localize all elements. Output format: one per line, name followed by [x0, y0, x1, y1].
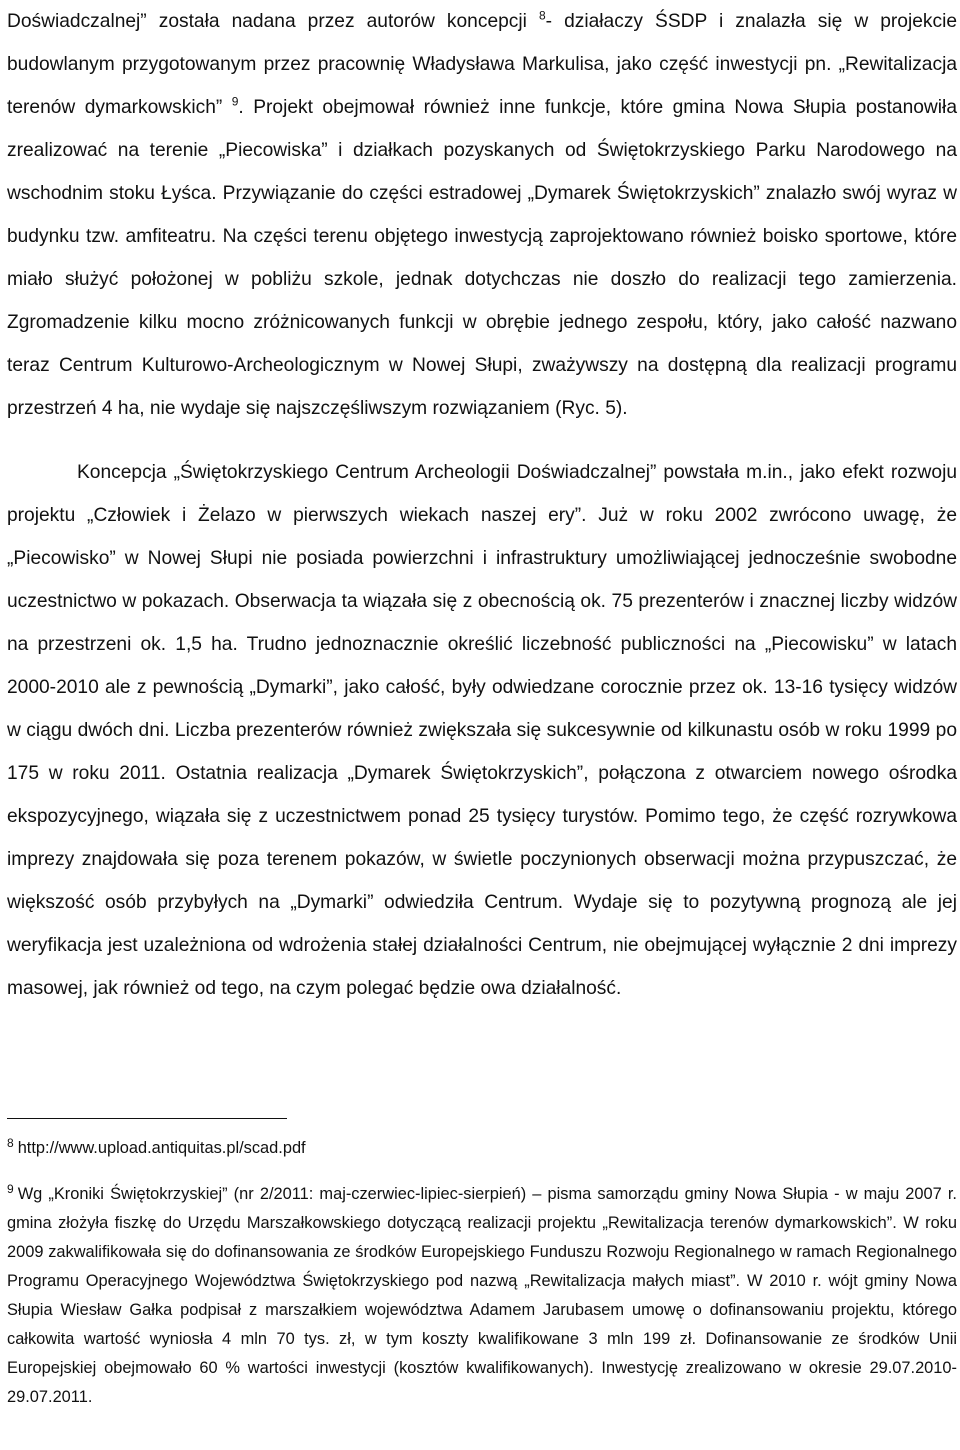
footnote-separator [7, 1118, 287, 1119]
footnote-text: Wg „Kroniki Świętokrzyskiej” (nr 2/2011: maj-czerwiec-lipiec-sierpień) – pisma samorządu gminy Nowa Słupia - w maju 2007 r. gmina złożyła fiszkę do Urzędu Marszałkowskiego dotyczącą realizacji projektu „Rewitalizacja terenów dymarkowskich”. W roku 2009 zakwalifikowała się do dofinansowania ze środków Europejskiego Funduszu Rozwoju Regionalnego w ramach Regionalnego Programu Operacyjnego Województwa Świętokrzyskiego pod nazwą „Rewitalizacja małych miast”. W 2010 r. wójt gminy Nowa Słupia Wiesław Gałka podpisał z marszałkiem województwa Adamem Jarubasem umowę o dofinansowaniu projektu, którego całkowita wartość wyniosła 4 mln 70 tys. zł, w tym koszty kwalifikowane 3 mln 199 zł. Dofinansowanie ze środków Unii Europejskiej obejmowało 60 % wartości inwestycji (kosztów kwalifikowanych). Inwestycję zrealizowano w okresie 29.07.2010-29.07.2011. [7, 1185, 957, 1406]
footnote-number: 9 [7, 1181, 14, 1196]
body-text [7, 0, 957, 1010]
footnote-ref-8[interactable]: 8 [538, 8, 546, 23]
footnotes [7, 1134, 957, 1412]
footnote-9 [7, 1180, 957, 1412]
footnote-ref-9[interactable]: 9 [231, 94, 239, 109]
paragraph-1-text-c: . Projekt obejmował również inne funkcje, które gmina Nowa Słupia postanowiła zrealizować na terenie „Piecowiska” i działkach pozyskanych od Świętokrzyskiego Parku Narodowego na wschodnim stoku Łyśca. Przywiązanie do części estradowej „Dymarek Świętokrzyskich” znalazło swój wyraz w budynku tzw. amfiteatru. Na części terenu objętego inwestycją zaprojektowano również boisko sportowe, które miało służyć położonej w pobliżu szkole, jednak dotychczas nie doszło do realizacji tego zamierzenia. Zgromadzenie kilku mocno zróżnicowanych funkcji w obrębie jednego zespołu, który, jako całość nazwano teraz Centrum Kulturowo-Archeologicznym w Nowej Słupi, zważywszy na dostępną dla realizacji programu przestrzeń 4 ha, nie wydaje się najszczęśliwszym rozwiązaniem (Ryc. 5). [7, 97, 957, 419]
paragraph-1 [7, 0, 957, 430]
footnote-8 [7, 1134, 957, 1163]
paragraph-1-text-a: Doświadczalnej” została nadana przez autorów koncepcji [7, 11, 539, 32]
paragraph-2: Koncepcja „Świętokrzyskiego Centrum Archeologii Doświadczalnej” powstała m.in., jako efekt rozwoju projektu „Człowiek i Żelazo w pierwszych wiekach naszej ery”. Już w roku 2002 zwrócono uwagę, że „Piecowisko” w Nowej Słupi nie posiada powierzchni i infrastruktury umożliwiającej jednocześnie swobodne uczestnictwo w pokazach. Obserwacja ta wiązała się z obecnością ok. 75 prezenterów i znacznej liczby widzów na przestrzeni ok. 1,5 ha. Trudno jednoznacznie określić liczebność publiczności na „Piecowisku” w latach 2000-2010 ale z pewnością „Dymarki”, jako całość, były odwiedzane corocznie przez ok. 13-16 tysięcy widzów w ciągu dwóch dni. Liczba prezenterów również zwiększała się sukcesywnie od kilkunastu osób w roku 1999 po 175 w roku 2011. Ostatnia realizacja „Dymarek Świętokrzyskich”, połączona z otwarciem nowego ośrodka ekspozycyjnego, wiązała się z uczestnictwem ponad 25 tysięcy turystów. Pomimo tego, że część rozrywkowa imprezy znajdowała się poza terenem pokazów, w świetle poczynionych obserwacji można przypuszczać, że większość osób przybyłych na „Dymarki” odwiedziła Centrum. Wydaje się to pozytywną prognozą ale jej weryfikacja jest uzależniona od wdrożenia stałej działalności Centrum, nie obejmującej wyłącznie 2 dni imprezy masowej, jak również od tego, na czym polegać będzie owa działalność. [7, 462, 957, 999]
paragraph-1-text-b: - działaczy ŚSDP i znalazła się w projekcie budowlanym przygotowanym przez pracownię Władysława Markulisa, jako część inwestycji pn. „Rewitalizacja terenów dymarkowskich” [7, 11, 958, 118]
footnote-number: 8 [7, 1135, 14, 1150]
footnote-link[interactable]: http://www.upload.antiquitas.pl/scad.pdf [17, 1139, 306, 1157]
